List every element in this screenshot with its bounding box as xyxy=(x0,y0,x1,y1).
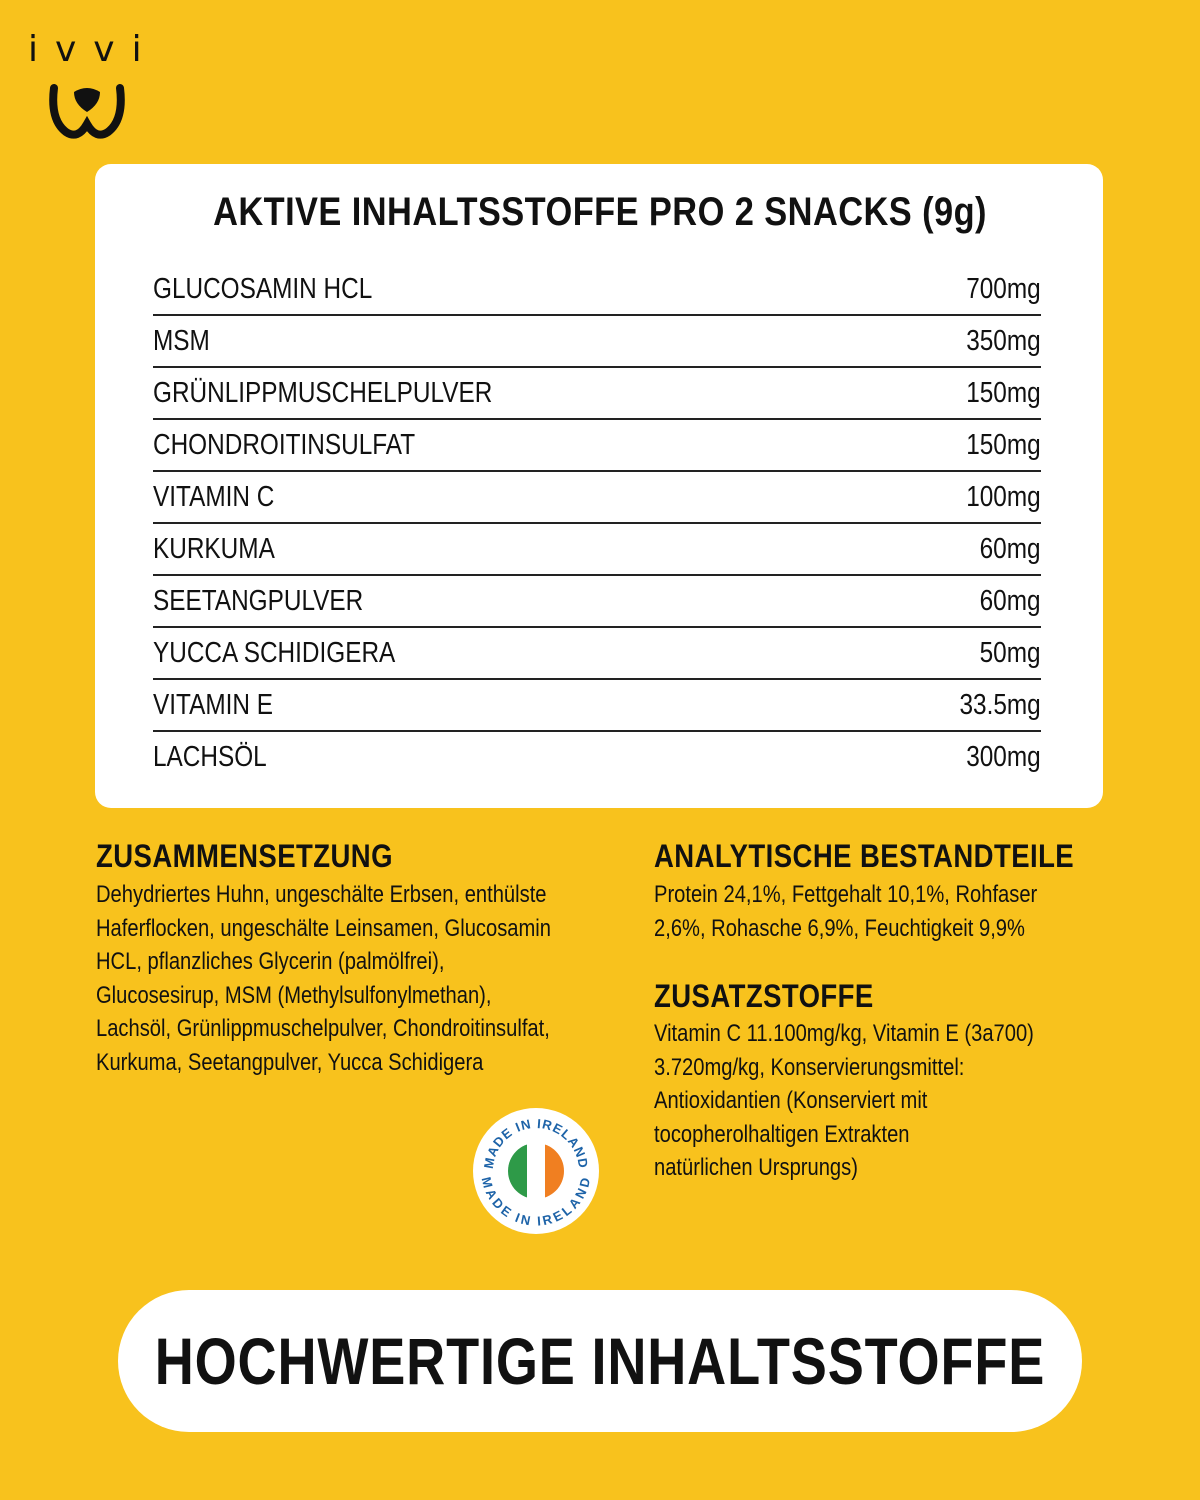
brand-logo xyxy=(26,29,159,130)
composition-line: Dehydriertes Huhn, ungeschälte Erbsen, enthülste xyxy=(96,881,547,908)
badge-text-bottom: MADE IN IRELAND xyxy=(478,1175,594,1229)
ingredient-name: GLUCOSAMIN HCL xyxy=(153,272,373,305)
additives-line: tocopherolhaltigen Extrakten xyxy=(654,1120,910,1148)
ingredient-name: VITAMIN E xyxy=(153,688,274,721)
dog-nose-icon xyxy=(44,74,130,154)
ireland-flag-icon xyxy=(508,1143,564,1199)
ingredient-amount: 33.5mg xyxy=(959,688,1041,721)
ingredient-name: KURKUMA xyxy=(153,532,275,565)
ingredient-amount: 100mg xyxy=(966,480,1041,513)
ingredient-name: GRÜNLIPPMUSCHELPULVER xyxy=(153,376,493,409)
analytics-line: Protein 24,1%, Fettgehalt 10,1%, Rohfaser xyxy=(654,881,1038,908)
card-title: AKTIVE INHALTSSTOFFE PRO 2 SNACKS (9g) xyxy=(213,190,987,234)
table-row xyxy=(153,524,1041,576)
composition-line: Kurkuma, Seetangpulver, Yucca Schidigera xyxy=(96,1048,484,1076)
composition-line: Glucosesirup, MSM (Methylsulfonylmethan), xyxy=(96,981,492,1009)
ingredient-amount: 150mg xyxy=(966,376,1041,409)
ingredients-table xyxy=(153,264,1041,782)
table-row xyxy=(153,264,1041,316)
composition-line: Lachsöl, Grünlippmuschelpulver, Chondroitinsulfat, xyxy=(96,1015,550,1042)
composition-heading: ZUSAMMENSETZUNG xyxy=(96,838,393,874)
additives-text xyxy=(654,1017,1034,1185)
additives-line: Vitamin C 11.100mg/kg, Vitamin E (3a700) xyxy=(654,1020,1034,1047)
table-row xyxy=(153,576,1041,628)
table-row xyxy=(153,368,1041,420)
ingredient-amount: 150mg xyxy=(966,428,1041,461)
badge-text-top: MADE IN IRELAND xyxy=(480,1115,592,1170)
ingredient-name: SEETANGPULVER xyxy=(153,584,364,617)
ingredient-amount: 60mg xyxy=(980,532,1041,565)
table-row xyxy=(153,680,1041,732)
table-row xyxy=(153,732,1041,782)
table-row xyxy=(153,316,1041,368)
composition-text xyxy=(96,878,551,1079)
ingredient-name: CHONDROITINSULFAT xyxy=(153,428,416,461)
ingredient-name: MSM xyxy=(153,324,210,357)
additives-line: Antioxidantien (Konserviert mit xyxy=(654,1087,928,1114)
logo-text: ivvi xyxy=(28,29,159,70)
ingredient-amount: 60mg xyxy=(980,584,1041,617)
table-row xyxy=(153,628,1041,680)
composition-line: HCL, pflanzliches Glycerin (palmölfrei), xyxy=(96,948,445,975)
table-row xyxy=(153,472,1041,524)
made-in-ireland-badge xyxy=(471,1106,601,1236)
ingredient-name: LACHSÖL xyxy=(153,740,267,773)
analytics-text xyxy=(654,878,1037,945)
analytics-heading: ANALYTISCHE BESTANDTEILE xyxy=(654,838,1075,874)
additives-heading: ZUSATZSTOFFE xyxy=(654,978,874,1014)
ingredient-amount: 300mg xyxy=(966,740,1041,773)
ingredient-amount: 700mg xyxy=(966,272,1041,305)
composition-line: Haferflocken, ungeschälte Leinsamen, Glucosamin xyxy=(96,914,551,942)
additives-line: natürlichen Ursprungs) xyxy=(654,1154,858,1181)
additives-line: 3.720mg/kg, Konservierungsmittel: xyxy=(654,1053,965,1081)
ingredient-name: VITAMIN C xyxy=(153,480,275,513)
quality-banner xyxy=(118,1290,1082,1432)
analytics-line: 2,6%, Rohasche 6,9%, Feuchtigkeit 9,9% xyxy=(654,914,1025,942)
ingredient-amount: 50mg xyxy=(980,636,1041,669)
banner-text: HOCHWERTIGE INHALTSSTOFFE xyxy=(154,1324,1046,1398)
table-row xyxy=(153,420,1041,472)
ingredient-name: YUCCA SCHIDIGERA xyxy=(153,636,396,669)
ingredient-amount: 350mg xyxy=(966,324,1041,357)
